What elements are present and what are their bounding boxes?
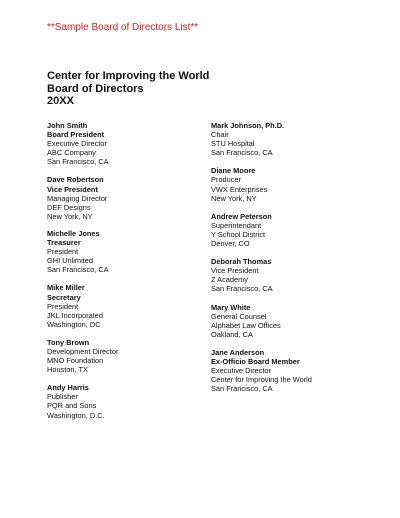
member-organization: MNO Foundation [47, 356, 104, 366]
member-location: Denver, CO [211, 239, 250, 249]
member-title: Executive Director [47, 139, 107, 149]
board-member [47, 121, 187, 166]
member-board-role: Secretary [47, 292, 81, 302]
member-location: Washington, DC [47, 319, 101, 329]
member-title: Managing Director [47, 193, 108, 203]
member-location: New York, NY [47, 211, 93, 221]
member-board-role: Treasurer [47, 238, 81, 248]
board-member [211, 303, 386, 339]
board-member [211, 257, 386, 293]
right-column [211, 121, 386, 393]
member-location: San Francisco, CA [47, 157, 109, 167]
member-name: Andy Harris [47, 383, 89, 393]
board-member [211, 348, 386, 393]
member-name: Mike Miller [47, 283, 85, 293]
member-location: Oakland, CA [211, 329, 253, 339]
member-title: Executive Director [211, 366, 271, 376]
document-year: 20XX [47, 95, 74, 107]
sample-notice: **Sample Board of Directors List** [47, 22, 199, 33]
member-name: Diane Moore [211, 166, 256, 176]
board-member [47, 229, 187, 274]
member-name: Dave Robertson [47, 175, 104, 185]
board-member [211, 121, 386, 157]
member-title: Development Director [47, 346, 119, 356]
member-title: Chair [211, 130, 229, 140]
member-organization: VWX Enterprises [211, 184, 268, 194]
member-name: Mark Johnson, Ph.D. [211, 121, 285, 130]
document-header [47, 70, 209, 108]
member-name: Andrew Peterson [211, 211, 272, 221]
member-location: New York, NY [211, 193, 257, 203]
member-name: Deborah Thomas [211, 257, 272, 267]
member-title: Vice President [211, 266, 259, 276]
member-title: Superintendant [211, 220, 262, 230]
board-member [211, 212, 386, 248]
board-member [47, 338, 187, 374]
member-title: President [47, 301, 79, 311]
member-name: John Smith [47, 121, 88, 130]
left-column [47, 121, 187, 420]
board-member [47, 283, 187, 328]
member-organization: Y School District [211, 229, 266, 239]
member-organization: JKL Incorporated [47, 310, 104, 320]
member-name: Michelle Jones [47, 228, 100, 238]
member-name: Mary White [211, 302, 251, 312]
document-title: Board of Directors [47, 82, 144, 95]
member-organization: STU Hospital [211, 139, 255, 149]
member-organization: GHI Unlimited [47, 256, 93, 266]
board-member [211, 166, 386, 202]
board-member [47, 383, 187, 419]
member-title: General Counsel [211, 311, 267, 321]
member-organization: ABC Company [47, 148, 96, 158]
member-location: Washington, D.C. [47, 410, 105, 420]
member-location: San Francisco, CA [47, 265, 109, 275]
member-organization: Z Academy [211, 275, 248, 285]
member-board-role: Board President [47, 130, 105, 140]
member-name: Tony Brown [47, 337, 90, 347]
member-board-role: Ex-Officio Board Member [211, 356, 300, 366]
organization-name: Center for Improving the World [47, 70, 210, 82]
member-title: Producer [211, 175, 241, 185]
member-location: San Francisco, CA [211, 148, 273, 158]
member-organization: DEF Designs [47, 202, 91, 212]
member-name: Jane Anderson [211, 347, 265, 357]
member-title: Publisher [47, 392, 78, 402]
member-organization: Center for Improving the World [211, 375, 312, 385]
member-organization: PQR and Sons [47, 401, 97, 411]
member-title: President [47, 247, 79, 257]
member-location: Houston, TX [47, 365, 88, 375]
member-location: San Francisco, CA [211, 284, 273, 294]
board-member [47, 175, 187, 220]
member-board-role: Vice President [47, 184, 98, 194]
member-location: San Francisco, CA [211, 384, 273, 394]
member-organization: Alphabet Law Offices [211, 320, 281, 330]
